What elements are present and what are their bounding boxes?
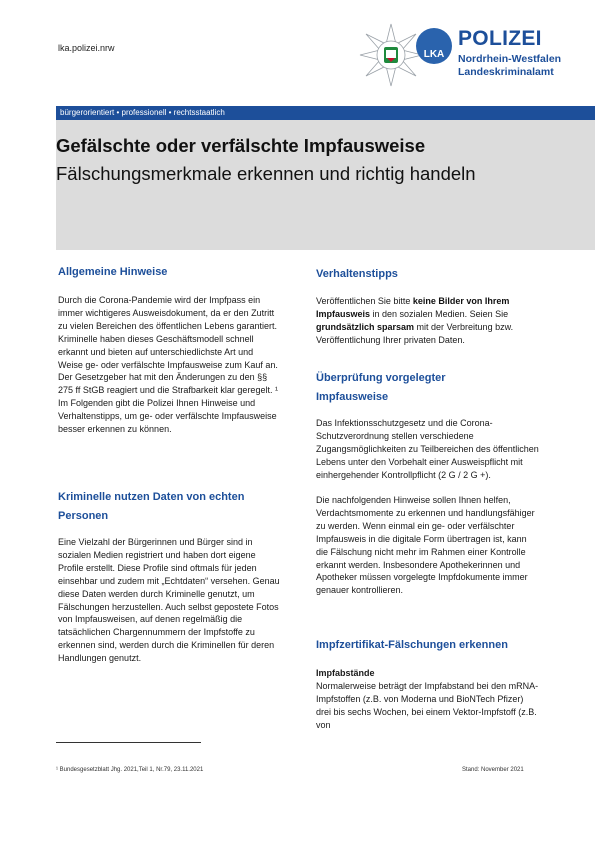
paragraph-kriminelle-daten: Eine Vielzahl der Bürgerinnen und Bürger sind in sozialen Medien registriert und haben dort eigene Profile erstellt. Diese Profile sind oftmals für jeden einsehbar und zudem mit „Echtdaten“ versehen. Genau diese Daten werden durch Kriminelle genutzt, um Fälschungen herzustellen. Auch selbst gepostete Fotos von Impfausweisen, auf denen regelmäßig die tatsächlichen Chargennummern der Impfstoffe zu erkennen sind, werden durch die Kriminellen für deren Handlungen genutzt.	[58, 537, 280, 664]
police-star-icon	[358, 22, 424, 88]
heading-impfabstaende: Impfabstände	[316, 668, 375, 678]
heading-kriminelle-daten: Kriminelle nutzen Daten von echten Personen	[58, 491, 245, 522]
text-sparsam: grundsätzlich sparsam	[316, 321, 415, 332]
text-verbreitung: mit der Verbreitung bzw. Veröffentlichung Ihrer privaten Daten.	[316, 321, 514, 345]
footnote: ¹ Bundesgesetzblatt Jhg. 2021,Teil 1, Nr.79, 23.11.2021	[56, 767, 204, 773]
brand-title: POLIZEI	[458, 27, 542, 50]
website-url[interactable]: lka.polizei.nrw	[58, 43, 115, 53]
paragraph-hinweise: Die nachfolgenden Hinweise sollen Ihnen helfen, Verdachtsmomente zu erkennen und handlungsfähiger zu werden. Wenn einmal ein ge- oder verfälschter Impfausweis in die digitale Form übertragen ist, kann die Fälschung nicht mehr im Rahmen einer Kontrolle erkannt werden. Insbesondere Apothekerinnen und Apotheker müssen vorgelegte Impfdokumente immer genauer kontrollieren.	[316, 495, 535, 596]
page-subtitle: Fälschungsmerkmale erkennen und richtig handeln	[56, 163, 476, 184]
paragraph-infektionsschutz: Das Infektionsschutzgesetz und die Corona-Schutzverordnung stellen verschiedene Zugangsmöglichkeiten zu Teilbereichen des öffentlichen Lebens unter den Vorbehalt einer Ausweispflicht mit einhergehender Kontrollpflicht (2 G / 2 G +).	[316, 418, 539, 480]
paragraph-allgemeine-hinweise: Durch die Corona-Pandemie wird der Impfpass ein immer wichtigeres Ausweisdokument, da er den Zutritt zu vielen Bereichen des öffentlichen Lebens garantiert. Kriminelle haben dieses Geschäftsmodell schnell erkannt und bieten auf unterschiedlichste Art und Weise ge- oder verfälschte Impfausweise zum Kauf an. Der Gesetzgeber hat mit den Änderungen zu den §§ 275 ff StGB reagiert und die Strafbarkeit klar geregelt. ¹ Im Folgenden gibt die Polizei Ihnen Hinweise und Verhaltenstipps, um ge- oder verfälschte Impfausweise besser erkennen zu können.	[58, 295, 278, 435]
page-title: Gefälschte oder verfälschte Impfausweise	[56, 135, 426, 156]
brand-subtitle-agency: Landeskriminalamt	[458, 66, 554, 78]
document-date: Stand: November 2021	[462, 767, 524, 773]
heading-verhaltenstipps: Verhaltenstipps	[316, 268, 398, 280]
brand-subtitle-state: Nordrhein-Westfalen	[458, 53, 562, 65]
footnote-divider	[56, 742, 201, 743]
heading-impfzertifikat: Impfzertifikat-Fälschungen erkennen	[316, 639, 508, 651]
lka-badge: LKA	[416, 28, 452, 64]
paragraph-verhaltenstipps	[316, 295, 538, 347]
text-keine-bilder: keine Bilder von Ihrem Impfausweis	[316, 296, 510, 319]
police-logo	[358, 22, 578, 92]
text-veroeffentlichen: Veröffentlichen Sie bitte	[316, 296, 413, 306]
paragraph-impfabstaende: Normalerweise beträgt der Impfabstand bei den mRNA-Impfstoffen (z.B. von Moderna und BioNTech Pfizer) drei bis sechs Wochen, bei einem Vektor-Impfstoff (z.B. von	[316, 681, 539, 730]
heading-allgemeine-hinweise: Allgemeine Hinweise	[58, 266, 168, 278]
text-seien-sie: in den sozialen Medien. Seien Sie	[370, 308, 509, 319]
heading-ueberpruefung: Überprüfung vorgelegter Impfausweise	[316, 372, 446, 403]
tagline-bar: bürgerorientiert • professionell • rechtsstaatlich	[56, 106, 595, 120]
